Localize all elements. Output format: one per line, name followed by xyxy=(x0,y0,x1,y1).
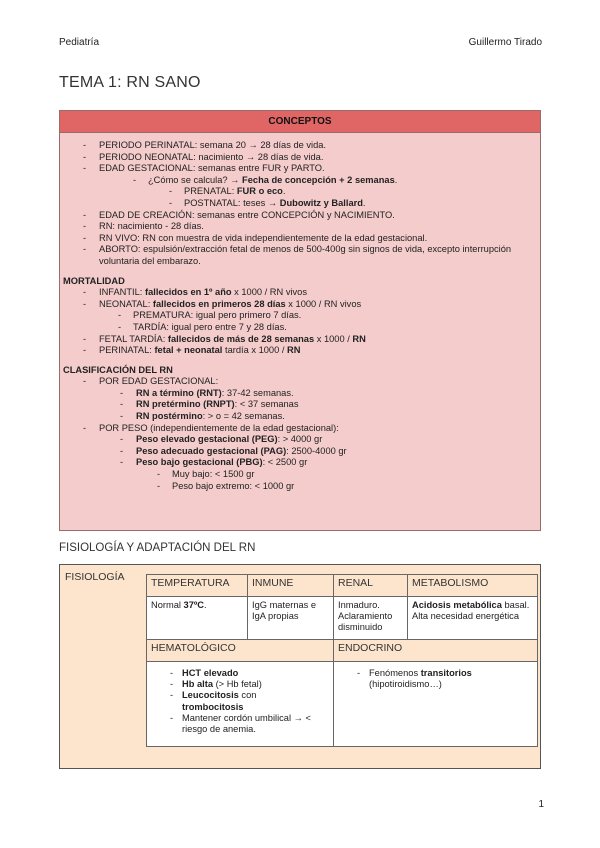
list-item: - PERIODO NEONATAL: nacimiento → 28 días de vida. xyxy=(83,151,324,162)
page-title: TEMA 1: RN SANO xyxy=(59,74,201,91)
cell-temperatura: Normal 37ºC. xyxy=(147,597,248,640)
list-item: - Leucocitosis con trombocitosis xyxy=(170,690,257,712)
list-item: - POR PESO (independientemente de la edad gestacional): xyxy=(83,422,339,433)
list-item: - RN pretérmino (RNPT): < 37 semanas xyxy=(120,399,299,410)
list-item: - POSTNATAL: teses → Dubowitz y Ballard. xyxy=(169,197,366,208)
cell-hematologico xyxy=(147,662,334,747)
list-item: - Peso adecuado gestacional (PAG): 2500-4000 gr xyxy=(120,445,347,456)
list-item: - TARDÍA: igual pero entre 7 y 28 días. xyxy=(118,321,287,332)
fisiologia-section-title: FISIOLOGÍA Y ADAPTACIÓN DEL RN xyxy=(59,542,256,554)
fisiologia-label: FISIOLOGÍA xyxy=(65,571,125,583)
list-item: - RN VIVO: RN con muestra de vida independientemente de la edad gestacional. xyxy=(83,232,428,243)
th-hematologico: HEMATOLÓGICO xyxy=(147,640,334,662)
list-item: - Peso elevado gestacional (PEG): > 4000 gr xyxy=(120,434,323,445)
mortalidad-heading: MORTALIDAD xyxy=(63,275,125,286)
clasificacion-heading: CLASIFICACIÓN DEL RN xyxy=(63,364,173,375)
list-item: - ABORTO: espulsión/extracción fetal de menos de 500-400g sin signos de vida, excepto interrupción voluntaria del embarazo. xyxy=(83,244,512,266)
list-item: - NEONATAL: fallecidos en primeros 28 días x 1000 / RN vivos xyxy=(83,298,362,309)
header-author: Guillermo Tirado xyxy=(468,37,542,48)
list-item: - RN a término (RNT): 37-42 semanas. xyxy=(120,387,294,398)
list-item: - Mantener cordón umbilical → < riesgo de anemia. xyxy=(170,712,311,735)
th-endocrino: ENDOCRINO xyxy=(334,640,538,662)
list-item: - FETAL TARDÍA: fallecidos de más de 28 semanas x 1000 / RN xyxy=(83,333,366,344)
cell-inmune: IgG maternas e IgA propias xyxy=(248,597,334,640)
list-item: - EDAD GESTACIONAL: semanas entre FUR y PARTO. xyxy=(83,163,325,174)
list-item: - PREMATURA: igual pero primero 7 días. xyxy=(118,310,302,321)
list-item: - EDAD DE CREACIÓN: semanas entre CONCEPCIÓN y NACIMIENTO. xyxy=(83,209,395,220)
list-item: - RN: nacimiento - 28 días. xyxy=(83,221,204,232)
cell-endocrino xyxy=(334,662,538,747)
th-inmune: INMUNE xyxy=(248,575,334,597)
cell-metabolismo: Acidosis metabólica basal. Alta necesidad energética xyxy=(408,597,538,640)
list-item: - Muy bajo: < 1500 gr xyxy=(157,469,255,480)
conceptos-box xyxy=(59,110,541,531)
fisiologia-table xyxy=(146,574,538,747)
fisiologia-box xyxy=(59,564,541,769)
list-item: - Peso bajo gestacional (PBG): < 2500 gr xyxy=(120,457,308,468)
list-item: - Peso bajo extremo: < 1000 gr xyxy=(157,480,295,491)
cell-renal: Inmaduro. Aclaramiento disminuido xyxy=(334,597,408,640)
th-renal: RENAL xyxy=(334,575,408,597)
list-item: - PRENATAL: FUR o eco. xyxy=(169,186,286,197)
list-item: - INFANTIL: fallecidos en 1º año x 1000 / RN vivos xyxy=(83,287,307,298)
list-item: - POR EDAD GESTACIONAL: xyxy=(83,376,219,387)
list-item: - PERINATAL: fetal + neonatal tardía x 1000 / RN xyxy=(83,345,301,356)
list-item: - ¿Cómo se calcula? → Fecha de concepción + 2 semanas. xyxy=(133,174,398,185)
page-number: 1 xyxy=(538,799,544,810)
list-item: - Fenómenos transitorios (hipotiroidismo…) xyxy=(357,668,472,690)
list-item: - PERIODO PERINATAL: semana 20 → 28 días de vida. xyxy=(83,140,327,150)
conceptos-heading: CONCEPTOS xyxy=(60,111,540,133)
conceptos-body xyxy=(60,133,540,492)
list-item: - Hb alta (> Hb fetal) xyxy=(170,679,262,690)
th-temperatura: TEMPERATURA xyxy=(147,575,248,597)
th-metabolismo: METABOLISMO xyxy=(408,575,538,597)
list-item: - HCT elevado xyxy=(170,668,239,678)
header-subject: Pediatría xyxy=(59,37,100,48)
list-item: - RN postérmino: > o = 42 semanas. xyxy=(120,411,285,422)
